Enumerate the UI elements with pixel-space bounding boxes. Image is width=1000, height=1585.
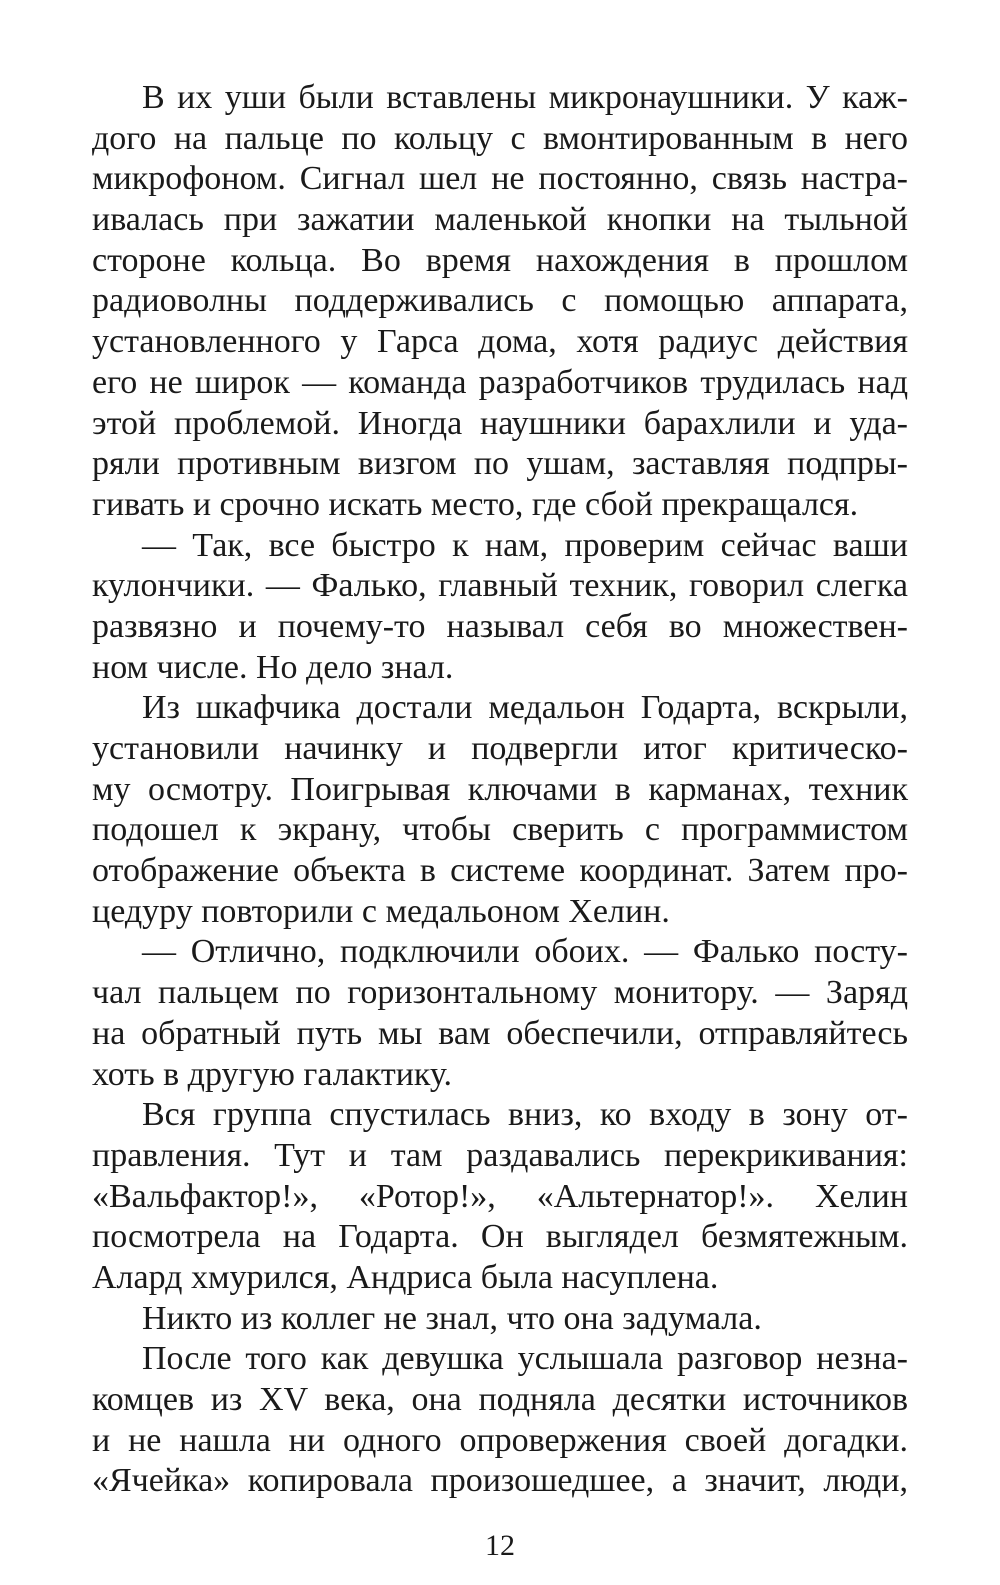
text-line: В их уши были вставлены микронаушники. У каж- — [142, 79, 908, 116]
text-line: дого на пальце по кольцу с вмонтированным в него — [92, 119, 908, 157]
text-line: ивалась при зажатии маленькой кнопки на тыльной — [92, 201, 908, 239]
text-line: Никто из коллег не знал, что она задумала. — [142, 1299, 762, 1337]
text-line: — Отлично, подключили обоих. — Фалько посту- — [142, 933, 908, 971]
text-line: «Ячейка» копировала произошедшее, а значит, люди, — [92, 1462, 908, 1500]
text-line: кулончики. — Фалько, главный техник, говорил слегка — [92, 567, 908, 605]
text-line: — Так, все быстро к нам, проверим сейчас ваши — [142, 526, 908, 564]
text-line: Алард хмурился, Андриса была насуплена. — [92, 1258, 719, 1296]
text-line: После того как девушка услышала разговор незна- — [142, 1340, 908, 1378]
text-line: подошел к экрану, чтобы сверить с программистом — [92, 811, 908, 849]
text-line: Из шкафчика достали медальон Годарта, вскрыли, — [142, 689, 908, 727]
text-line: му осмотру. Поигрывая ключами в карманах, техник — [92, 770, 908, 808]
text-line: отображение объекта в системе координат. Затем про- — [92, 852, 908, 890]
text-line: правления. Тут и там раздавались перекрикивания: — [92, 1136, 908, 1174]
text-line: установленного у Гарса дома, хотя радиус действия — [92, 323, 908, 361]
text-line: гивать и срочно искать место, где сбой прекращался. — [92, 485, 859, 523]
text-line: чал пальцем по горизонтальному монитору. — Заряд — [92, 974, 908, 1012]
text-line: комцев из XV века, она подняла десятки источников — [92, 1381, 908, 1418]
text-line: развязно и почему-то называл себя во множествен- — [92, 607, 908, 645]
text-line: хоть в другую галактику. — [92, 1055, 453, 1093]
text-line: стороне кольца. Во время нахождения в прошлом — [92, 241, 908, 279]
text-line: цедуру повторили с медальоном Хелин. — [92, 892, 670, 930]
text-line: ряли противным визгом по ушам, заставляя подпры- — [92, 445, 908, 483]
text-line: микрофоном. Сигнал шел не постоянно, связь настра- — [92, 160, 908, 198]
text-body — [92, 78, 908, 1502]
text-line: на обратный путь мы вам обеспечили, отправляйтесь — [92, 1014, 908, 1052]
text-line: его не широк — команда разработчиков трудилась над — [92, 363, 908, 401]
text-line: установили начинку и подвергли итог критическо- — [92, 730, 908, 767]
text-line: Вся группа спустилась вниз, ко входу в зону от- — [142, 1096, 908, 1134]
text-line: радиоволны поддерживались с помощью аппарата, — [92, 282, 908, 320]
text-line: этой проблемой. Иногда наушники барахлили и уда- — [92, 404, 908, 442]
text-line: и не нашла ни одного опровержения своей догадки. — [92, 1421, 908, 1459]
text-line: «Вальфактор!», «Ротор!», «Альтернатор!». Хелин — [92, 1177, 908, 1215]
text-line: ном числе. Но дело знал. — [92, 648, 454, 686]
text-line: посмотрела на Годарта. Он выглядел безмятежным. — [92, 1218, 908, 1256]
page-number: 12 — [485, 1529, 515, 1562]
